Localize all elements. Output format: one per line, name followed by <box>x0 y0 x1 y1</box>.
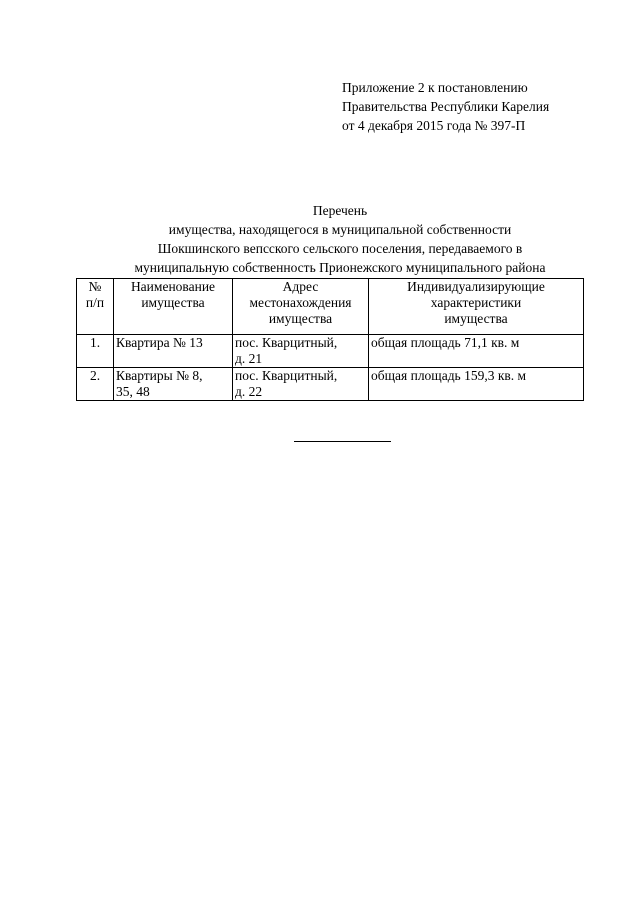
header-text: местонахождения <box>249 295 352 310</box>
table-row <box>77 335 584 368</box>
title-line: имущества, находящегося в муниципальной собственности <box>168 222 512 237</box>
cell-characteristics: общая площадь 159,3 кв. м <box>369 368 584 401</box>
appendix-line: Правительства Республики Карелия <box>342 99 550 114</box>
cell-text: 35, 48 <box>116 384 150 399</box>
appendix-note <box>342 78 549 135</box>
title-line: муниципальную собственность Прионежского муниципального района <box>134 260 546 275</box>
header-name <box>114 279 233 335</box>
cell-text: д. 21 <box>235 351 263 366</box>
cell-text: пос. Кварцитный, <box>235 335 338 350</box>
table-header-row <box>77 279 584 335</box>
header-text: имущества <box>268 311 333 326</box>
header-text: имущества <box>444 311 508 326</box>
cell-number: 2. <box>77 368 114 401</box>
header-text: п/п <box>85 295 105 310</box>
header-text: характеристики <box>430 295 522 310</box>
header-text: Адрес <box>282 279 319 294</box>
cell-address <box>233 368 369 401</box>
cell-text: д. 22 <box>235 384 263 399</box>
header-text: Наименование <box>130 279 216 294</box>
table-row <box>77 368 584 401</box>
header-characteristics <box>369 279 584 335</box>
title-line: Шокшинского вепсского сельского поселения, передаваемого в <box>157 241 523 256</box>
header-number <box>77 279 114 335</box>
cell-characteristics: общая площадь 71,1 кв. м <box>369 335 584 368</box>
header-text: имущества <box>141 295 205 310</box>
cell-text: пос. Кварцитный, <box>235 368 338 383</box>
cell-text: Квартира № 13 <box>116 335 203 350</box>
cell-name <box>114 335 233 368</box>
cell-name <box>114 368 233 401</box>
cell-address <box>233 335 369 368</box>
cell-text: Квартиры № 8, <box>116 368 203 383</box>
header-text: Индивидуализирующие <box>407 279 545 294</box>
property-table <box>76 278 584 401</box>
document-title <box>60 201 620 277</box>
appendix-line: Приложение 2 к постановлению <box>342 80 528 95</box>
appendix-line: от 4 декабря 2015 года № 397-П <box>342 118 526 133</box>
cell-number: 1. <box>77 335 114 368</box>
closing-rule <box>294 441 391 442</box>
title-heading: Перечень <box>312 203 368 218</box>
header-text: № <box>88 279 102 294</box>
header-address <box>233 279 369 335</box>
